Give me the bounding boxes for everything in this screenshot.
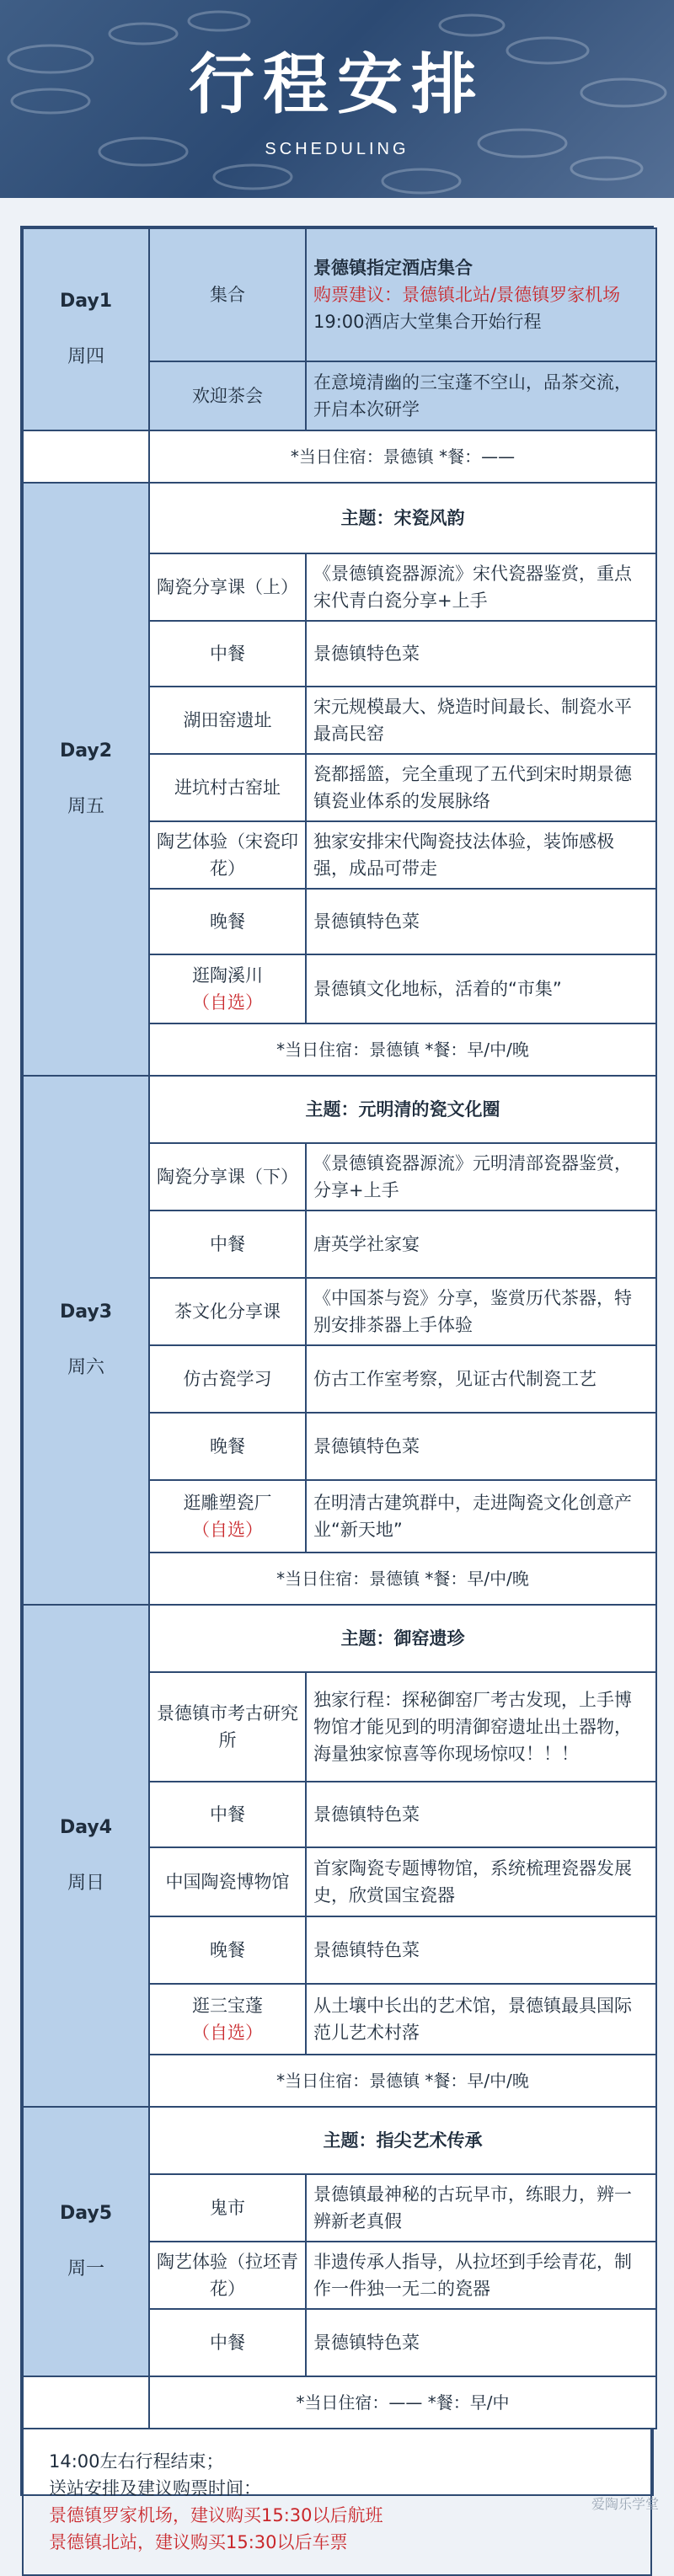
activity-cell xyxy=(149,1480,306,1553)
weekday-label: 周日 xyxy=(67,1873,104,1894)
optional-tag: （自选） xyxy=(192,992,263,1013)
day-label: Day3 xyxy=(59,1301,113,1323)
meeting-point: 景德镇指定酒店集合 xyxy=(313,258,473,278)
stay-meal-note: *当日住宿：景德镇 *餐：早/中/晚 xyxy=(149,1023,656,1076)
activity-cell xyxy=(149,1984,306,2055)
description-cell: 《景德镇瓷器源流》元明清部瓷器鉴赏，分享+上手 xyxy=(306,1143,656,1211)
day-label: Day5 xyxy=(59,2203,113,2224)
description-cell: 景德镇特色菜 xyxy=(306,1916,656,1984)
activity-name: 逛陶溪川 xyxy=(192,965,263,986)
activity-cell: 仿古瓷学习 xyxy=(149,1345,306,1413)
stay-meal-note: *当日住宿：景德镇 *餐：—— xyxy=(149,430,656,483)
description-cell: 景德镇特色菜 xyxy=(306,1413,656,1480)
weekday-label: 周一 xyxy=(67,2258,104,2279)
activity-cell: 集合 xyxy=(149,228,306,361)
activity-cell: 晚餐 xyxy=(149,889,306,954)
day-cell xyxy=(23,483,149,1076)
weekday-label: 周四 xyxy=(67,346,104,367)
description-cell: 唐英学社家宴 xyxy=(306,1211,656,1278)
day-theme: 主题：宋瓷风韵 xyxy=(149,483,656,553)
activity-cell: 茶文化分享课 xyxy=(149,1278,306,1345)
transfer-note: 送站安排及建议购票时间： xyxy=(49,2478,261,2499)
weekday-label: 周五 xyxy=(67,796,104,817)
table-row xyxy=(23,2376,656,2429)
description-cell: 景德镇文化地标，活着的“市集” xyxy=(306,954,656,1023)
itinerary-table xyxy=(22,227,657,2429)
activity-cell: 中餐 xyxy=(149,1782,306,1847)
day-theme: 主题：御窑遗珍 xyxy=(149,1605,656,1672)
activity-cell: 中餐 xyxy=(149,1211,306,1278)
description-cell: 仿古工作室考察，见证古代制瓷工艺 xyxy=(306,1345,656,1413)
activity-cell: 陶瓷分享课（下） xyxy=(149,1143,306,1211)
description-cell: 景德镇特色菜 xyxy=(306,1782,656,1847)
activity-cell: 陶艺体验（拉坯青花） xyxy=(149,2242,306,2309)
watermark: 爱陶乐学堂 xyxy=(591,2496,659,2512)
page-subtitle: SCHEDULING xyxy=(265,140,409,158)
description-cell: 首家陶瓷专题博物馆，系统梳理瓷器发展史，欣赏国宝瓷器 xyxy=(306,1847,656,1916)
description-cell: 景德镇特色菜 xyxy=(306,2309,656,2376)
description-cell: 宋元规模最大、烧造时间最长、制瓷水平最高民窑 xyxy=(306,687,656,754)
activity-cell: 进坑村古窑址 xyxy=(149,754,306,821)
stay-meal-note: *当日住宿：景德镇 *餐：早/中/晚 xyxy=(149,2055,656,2107)
table-row xyxy=(23,483,656,553)
activity-cell: 晚餐 xyxy=(149,1413,306,1480)
activity-cell: 陶艺体验（宋瓷印花） xyxy=(149,821,306,889)
day-cell xyxy=(23,1605,149,2107)
activity-cell: 景德镇市考古研究所 xyxy=(149,1672,306,1782)
description-cell: 在意境清幽的三宝蓬不空山，品茶交流，开启本次研学 xyxy=(306,361,656,430)
day-cell xyxy=(23,228,149,430)
table-row xyxy=(23,228,656,361)
table-row xyxy=(23,1605,656,1672)
page-title: 行程安排 xyxy=(188,46,485,123)
header-banner xyxy=(0,0,674,198)
weekday-label: 周六 xyxy=(67,1357,104,1378)
description-cell: 非遗传承人指导，从拉坯到手绘青花，制作一件独一无二的瓷器 xyxy=(306,2242,656,2309)
activity-cell: 欢迎茶会 xyxy=(149,361,306,430)
description-cell: 瓷都摇篮，完全重现了五代到宋时期景德镇瓷业体系的发展脉络 xyxy=(306,754,656,821)
closing-notes xyxy=(22,2429,652,2576)
table-row xyxy=(23,2107,656,2174)
activity-cell: 鬼市 xyxy=(149,2174,306,2242)
description-cell: 《中国茶与瓷》分享，鉴赏历代茶器，特别安排茶器上手体验 xyxy=(306,1278,656,1345)
activity-cell: 陶瓷分享课（上） xyxy=(149,553,306,621)
day-theme: 主题：指尖艺术传承 xyxy=(149,2107,656,2174)
meeting-time: 19:00酒店大堂集合开始行程 xyxy=(313,312,542,332)
description-cell xyxy=(306,228,656,361)
description-cell: 景德镇特色菜 xyxy=(306,889,656,954)
activity-cell: 晚餐 xyxy=(149,1916,306,1984)
optional-tag: （自选） xyxy=(192,2023,263,2043)
description-cell: 独家行程：探秘御窑厂考古发现，上手博物馆才能见到的明清御窑遗址出土器物，海量独家惊喜等你现场惊叹！！！ xyxy=(306,1672,656,1782)
end-time-note: 14:00左右行程结束； xyxy=(49,2451,224,2472)
activity-cell: 中国陶瓷博物馆 xyxy=(149,1847,306,1916)
description-cell: 从土壤中长出的艺术馆，景德镇最具国际范儿艺术村落 xyxy=(306,1984,656,2055)
activity-cell xyxy=(149,954,306,1023)
description-cell: 在明清古建筑群中，走进陶瓷文化创意产业“新天地” xyxy=(306,1480,656,1553)
description-cell: 《景德镇瓷器源流》宋代瓷器鉴赏，重点宋代青白瓷分享+上手 xyxy=(306,553,656,621)
day-theme: 主题：元明清的瓷文化圈 xyxy=(149,1076,656,1143)
day-cell xyxy=(23,1076,149,1605)
station-advice: 景德镇北站，建议购买15:30以后车票 xyxy=(49,2532,348,2552)
activity-cell: 中餐 xyxy=(149,2309,306,2376)
stay-meal-note: *当日住宿：景德镇 *餐：早/中/晚 xyxy=(149,1553,656,1605)
day-label: Day2 xyxy=(59,740,113,762)
table-row xyxy=(23,1076,656,1143)
description-cell: 景德镇特色菜 xyxy=(306,621,656,687)
activity-name: 逛雕塑瓷厂 xyxy=(183,1493,272,1513)
ticket-advice: 购票建议：景德镇北站/景德镇罗家机场 xyxy=(313,285,621,305)
day-cell xyxy=(23,2107,149,2376)
activity-cell: 湖田窑遗址 xyxy=(149,687,306,754)
activity-name: 逛三宝蓬 xyxy=(192,1996,263,2016)
description-cell: 独家安排宋代陶瓷技法体验，装饰感极强，成品可带走 xyxy=(306,821,656,889)
optional-tag: （自选） xyxy=(192,1520,263,1540)
description-cell: 景德镇最神秘的古玩早市，练眼力，辨一辨新老真假 xyxy=(306,2174,656,2242)
stay-meal-note: *当日住宿：—— *餐：早/中 xyxy=(149,2376,656,2429)
activity-cell: 中餐 xyxy=(149,621,306,687)
day-label: Day4 xyxy=(59,1817,113,1838)
airport-advice: 景德镇罗家机场，建议购买15:30以后航班 xyxy=(49,2505,383,2525)
day-label: Day1 xyxy=(59,291,113,312)
table-row xyxy=(23,430,656,483)
